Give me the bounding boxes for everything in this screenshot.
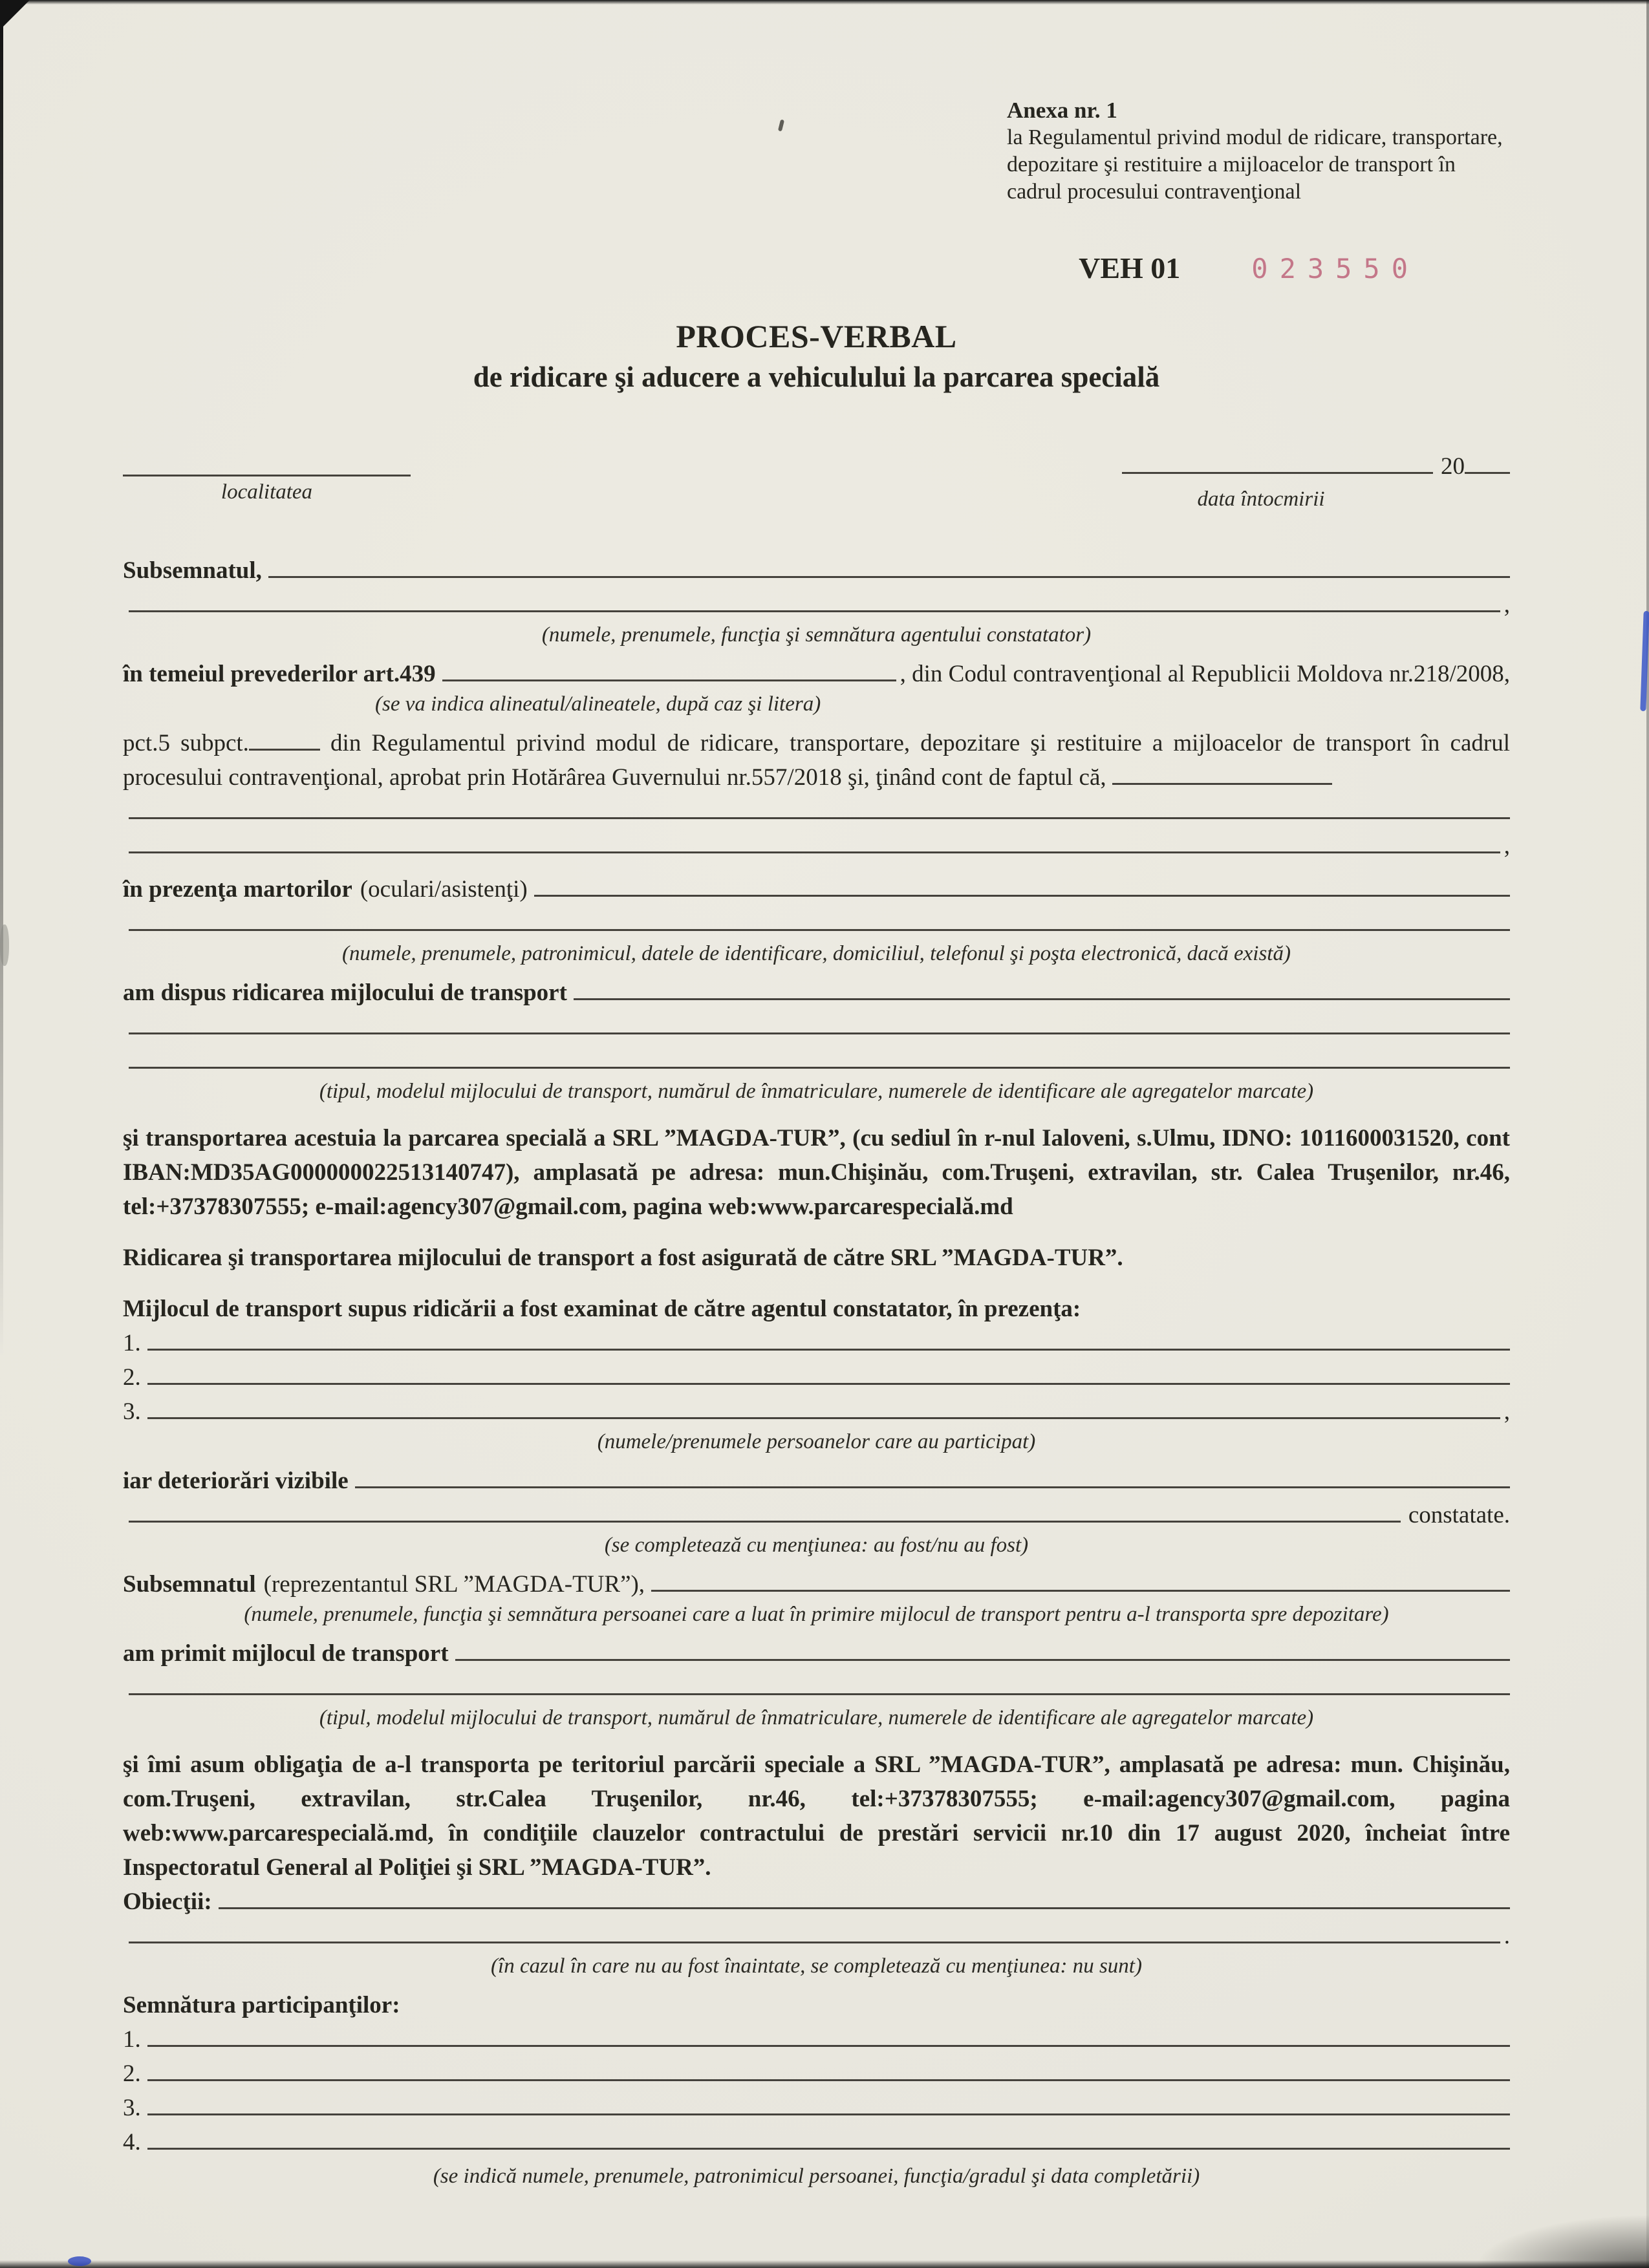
agent-row xyxy=(123,553,1510,588)
legal-basis-row xyxy=(123,657,1510,691)
damage-suffix: constatate. xyxy=(1408,1502,1510,1528)
damage-label: iar deteriorări vizibile xyxy=(123,1468,349,1494)
trailing-period: . xyxy=(1503,1923,1510,1949)
annex-heading: Anexa nr. 1 xyxy=(1007,98,1117,123)
order-row xyxy=(123,976,1510,1010)
blue-pen-mark-right-edge xyxy=(1640,611,1649,711)
agent-label: Subsemnatul, xyxy=(123,557,262,584)
blank-line xyxy=(123,1044,1510,1078)
form-document xyxy=(123,97,1510,2189)
parking-paragraph: şi transportarea acestuia la parcarea specială a SRL ”MAGDA-TUR”, (cu sediul în r-nul Ialoveni, s.Ulmu, IDNO: 1011600031520, cont IBAN:MD35AG000000022513140747), amplasată pe adresa: mun.Chişinău, com.Truşeni, extravilan, str. Calea Truşenilor, nr.46, tel:+37378307555; e-mail:agency307@gmail.com, pagina web:www.parcarespecială.md xyxy=(123,1125,1510,1220)
participant-blank-2 xyxy=(147,1382,1510,1385)
objections-row xyxy=(123,1885,1510,1919)
reason-blank xyxy=(1112,782,1332,785)
reason-blank-2 xyxy=(129,816,1510,819)
damage-blank-2 xyxy=(129,1519,1401,1523)
item-number: 3. xyxy=(123,1398,141,1425)
scan-edge-top xyxy=(0,0,1649,5)
locality-date-row xyxy=(123,449,1510,512)
scan-edge-bottom xyxy=(0,2260,1649,2268)
item-number: 1. xyxy=(123,1330,141,1356)
date-field xyxy=(1122,449,1510,512)
participant-row-2 xyxy=(123,1360,1510,1395)
received-label: am primit mijlocul de transport xyxy=(123,1640,449,1667)
item-number: 2. xyxy=(123,1364,141,1391)
objections-blank xyxy=(219,1906,1510,1909)
signature-blank-2 xyxy=(147,2078,1510,2081)
representative-blank xyxy=(651,1589,1510,1592)
scan-edge-left xyxy=(0,0,3,1358)
date-blank xyxy=(1122,471,1433,474)
damage-row xyxy=(123,1464,1510,1498)
regulation-text: din Regulamentul privind modul de ridicare, transportare, depozitare şi restituire a mijloacelor de transport în cadrul procesului contravenţional, aprobat prin Hotărârea Guvernului nr.557/2018 şi, ţinând cont de faptul că, xyxy=(123,730,1510,791)
serial-number: 023550 xyxy=(1251,253,1419,284)
trailing-comma: , xyxy=(1503,833,1510,859)
article-blank xyxy=(442,678,896,681)
legal-basis-after: , din Codul contravenţional al Republicii Moldova nr.218/2008, xyxy=(900,661,1510,687)
reason-blank-3 xyxy=(129,850,1500,853)
order-label: am dispus ridicarea mijlocului de transport xyxy=(123,979,567,1006)
signature-row-2 xyxy=(123,2057,1510,2091)
received-blank xyxy=(455,1658,1510,1661)
objections-blank-2 xyxy=(129,1940,1500,1943)
legal-basis-label: în temeiul prevederilor art.439 xyxy=(123,661,436,687)
regulation-paragraph xyxy=(123,726,1510,795)
blank-line xyxy=(123,795,1510,829)
signatures-label: Semnătura participanţilor: xyxy=(123,1992,400,2018)
legal-basis-caption: (se va indica alineatul/alineatele, după caz şi litera) xyxy=(375,692,821,716)
vehicle-caption: (tipul, modelul mijlocului de transport, numărul de înmatriculare, numerele de identificare ale agregatelor marcate) xyxy=(319,1080,1314,1103)
year-prefix: 20 xyxy=(1441,453,1465,480)
subpct-blank xyxy=(249,747,320,751)
witnesses-caption: (numele, prenumele, patronimicul, datele de identificare, domiciliul, telefonul şi poşta electronică, dacă există) xyxy=(342,942,1291,965)
blank-line xyxy=(123,1919,1510,1953)
signature-blank-4 xyxy=(147,2146,1510,2150)
page-subtitle: de ridicare şi aducere a vehiculului la parcarea specială xyxy=(473,361,1160,393)
agent-name-blank xyxy=(268,575,1510,578)
scan-edge-right xyxy=(1646,0,1649,2268)
representative-caption: (numele, prenumele, funcţia şi semnătura persoanei care a luat în primire mijlocul de transport pentru a-l transporta spre depozitare) xyxy=(244,1603,1389,1626)
item-number: 3. xyxy=(123,2095,141,2121)
blank-line xyxy=(123,1010,1510,1044)
objections-caption: (în cazul în care nu au fost înaintate, se completează cu menţiunea: nu sunt) xyxy=(491,1954,1142,1978)
participant-blank-1 xyxy=(147,1347,1510,1351)
witnesses-label: în prezenţa martorilor xyxy=(123,876,352,903)
page-title: PROCES-VERBAL xyxy=(676,318,957,354)
received-caption: (tipul, modelul mijlocului de transport, numărul de înmatriculare, numerele de identificare ale agregatelor marcate) xyxy=(319,1706,1314,1729)
signatures-caption: (se indică numele, prenumele, patronimicul persoanei, funcţia/gradul şi data completării) xyxy=(433,2165,1200,2188)
form-code-row xyxy=(123,251,1419,285)
damage-caption: (se completează cu menţiunea: au fost/nu au fost) xyxy=(604,1534,1029,1557)
item-number: 4. xyxy=(123,2129,141,2156)
locality-blank xyxy=(123,449,411,476)
blank-line xyxy=(123,588,1510,622)
trailing-comma: , xyxy=(1503,592,1510,618)
examination-label: Mijlocul de transport supus ridicării a fost examinat de către agentul constatator, în prezenţa: xyxy=(123,1296,1081,1322)
signature-row-3 xyxy=(123,2091,1510,2125)
objections-label: Obiecţii: xyxy=(123,1888,212,1915)
pct-prefix: pct.5 subpct. xyxy=(123,730,249,756)
damage-row-2 xyxy=(123,1498,1510,1532)
form-code: VEH 01 xyxy=(1079,251,1181,284)
signature-blank-3 xyxy=(147,2112,1510,2115)
annex-note xyxy=(1007,97,1510,206)
signature-row-4 xyxy=(123,2125,1510,2159)
locality-caption: localitatea xyxy=(221,480,313,504)
scan-smudge-left xyxy=(0,925,9,966)
representative-label: Subsemnatul xyxy=(123,1571,256,1598)
blank-line xyxy=(123,906,1510,941)
witnesses-blank-2 xyxy=(129,928,1510,931)
annex-text: la Regulamentul privind modul de ridicare, transportare, depozitare şi restituire a mijloacelor de transport în cadrul procesului contravenţional xyxy=(1007,125,1503,204)
scan-corner-top-left xyxy=(0,0,30,30)
witnesses-blank xyxy=(534,893,1510,897)
participant-blank-3 xyxy=(147,1416,1500,1419)
participants-caption: (numele/prenumele persoanelor care au participat) xyxy=(597,1430,1036,1453)
representative-row xyxy=(123,1567,1510,1601)
vehicle-blank xyxy=(574,997,1510,1000)
agent-name-blank-2 xyxy=(129,609,1500,612)
vehicle-blank-3 xyxy=(129,1065,1510,1069)
blank-line xyxy=(123,1671,1510,1705)
damage-blank xyxy=(355,1485,1510,1488)
received-blank-2 xyxy=(129,1692,1510,1695)
blank-line xyxy=(123,829,1510,863)
witnesses-note: (oculari/asistenţi) xyxy=(360,876,528,903)
participant-row-3 xyxy=(123,1395,1510,1429)
scan-corner-bottom-right xyxy=(1442,2210,1649,2268)
date-caption: data întocmirii xyxy=(1197,487,1325,511)
transport-assured-line: Ridicarea şi transportarea mijlocului de transport a fost asigurată de către SRL ”MAGDA-TUR”. xyxy=(123,1245,1123,1271)
blue-pen-mark-bottom-left xyxy=(68,2256,91,2266)
vehicle-blank-2 xyxy=(129,1031,1510,1034)
trailing-comma: , xyxy=(1503,1398,1510,1425)
agent-caption: (numele, prenumele, funcţia şi semnătura agentului constatator) xyxy=(541,623,1092,647)
participant-row-1 xyxy=(123,1326,1510,1360)
received-row xyxy=(123,1636,1510,1671)
representative-note: (reprezentantul SRL ”MAGDA-TUR”), xyxy=(263,1571,645,1598)
locality-field xyxy=(123,449,411,505)
signature-row-1 xyxy=(123,2022,1510,2057)
item-number: 2. xyxy=(123,2060,141,2087)
year-blank xyxy=(1465,471,1510,474)
signature-blank-1 xyxy=(147,2044,1510,2047)
obligation-paragraph: şi îmi asum obligaţia de a-l transporta pe teritoriul parcării speciale a SRL ”MAGDA-TUR”, amplasată pe adresa: mun. Chişinău, com.Truşeni, extravilan, str.Calea Truşenilor, nr.46, tel:+37378307555; e-mail:agency307@gmail.com, pagina web:www.parcarespecială.md, în condiţiile clauzelor contractului de prestări servicii nr.10 din 17 august 2020, încheiat între Inspectoratul General al Poliţiei şi SRL ”MAGDA-TUR”. xyxy=(123,1751,1510,1881)
item-number: 1. xyxy=(123,2026,141,2053)
witnesses-row xyxy=(123,872,1510,906)
